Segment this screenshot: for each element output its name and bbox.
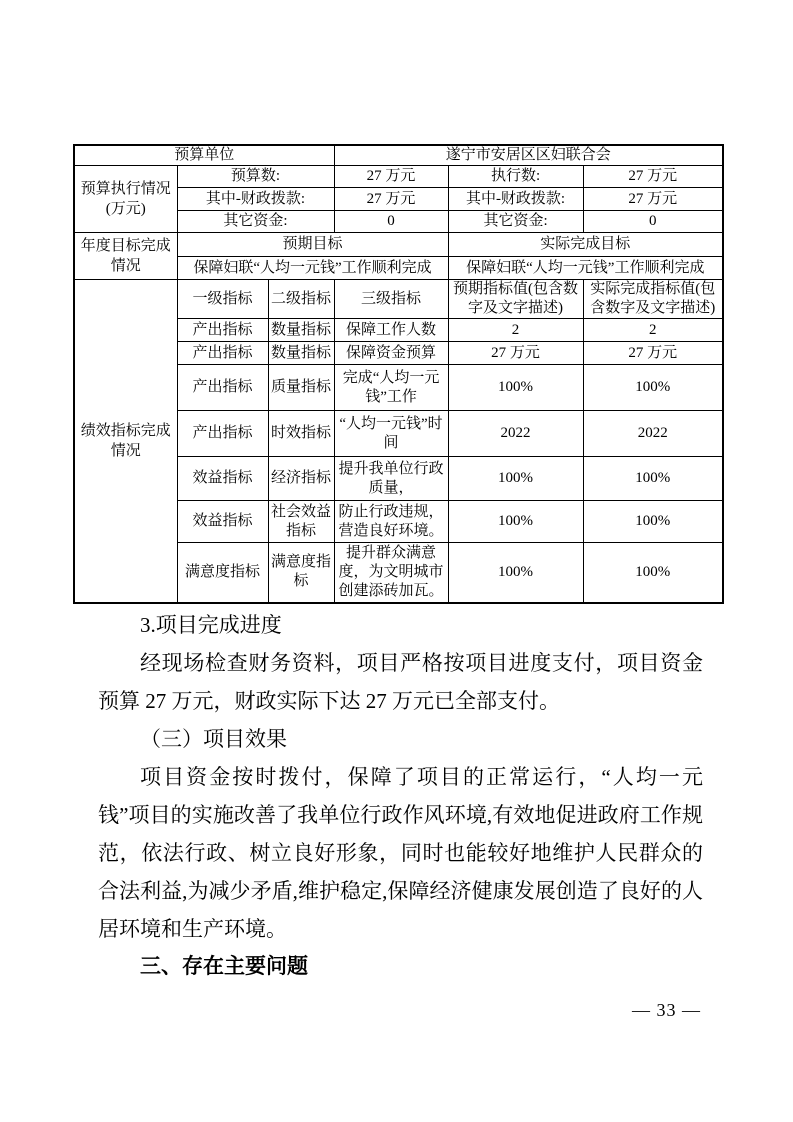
execution-value: 27 万元 bbox=[583, 188, 723, 211]
perf-cell: 时效指标 bbox=[268, 411, 334, 457]
execution-value: 0 bbox=[583, 211, 723, 233]
perf-cell: 产出指标 bbox=[177, 319, 268, 342]
perf-cell: 2022 bbox=[448, 411, 583, 457]
execution-label: 其它资金: bbox=[177, 211, 334, 233]
expected-goal-value: 保障妇联“人均一元钱”工作顺利完成 bbox=[177, 257, 448, 280]
actual-goal-value: 保障妇联“人均一元钱”工作顺利完成 bbox=[448, 257, 723, 280]
perf-cell: 提升我单位行政质量， bbox=[334, 457, 448, 501]
page-number: — 33 — bbox=[632, 1000, 701, 1020]
perf-cell: “人均一元钱”时间 bbox=[334, 411, 448, 457]
perf-cell: 满意度指标 bbox=[177, 543, 268, 603]
execution-value: 27 万元 bbox=[583, 166, 723, 188]
perf-cell: 提升群众满意度，为文明城市创建添砖加瓦。 bbox=[334, 543, 448, 603]
heading-main-problems: 三、存在主要问题 bbox=[140, 955, 308, 978]
execution-label: 预算数: bbox=[177, 166, 334, 188]
perf-cell: 产出指标 bbox=[177, 365, 268, 411]
perf-column-header: 预期指标值(包含数字及文字描述) bbox=[448, 280, 583, 319]
budget-unit-value: 遂宁市安居区区妇联合会 bbox=[334, 145, 723, 166]
body-text bbox=[98, 606, 703, 986]
perf-column-header: 一级指标 bbox=[177, 280, 268, 319]
execution-label: 其它资金: bbox=[448, 211, 583, 233]
execution-label: 其中-财政拨款: bbox=[177, 188, 334, 211]
perf-column-header: 二级指标 bbox=[268, 280, 334, 319]
perf-cell: 100% bbox=[448, 501, 583, 543]
execution-section-header: 预算执行情况(万元) bbox=[74, 166, 177, 233]
perf-cell: 完成“人均一元钱”工作 bbox=[334, 365, 448, 411]
execution-value: 27 万元 bbox=[334, 188, 448, 211]
perf-cell: 满意度指标 bbox=[268, 543, 334, 603]
table-row bbox=[74, 280, 723, 319]
table-row bbox=[74, 145, 723, 166]
perf-cell: 100% bbox=[448, 543, 583, 603]
perf-cell: 100% bbox=[448, 365, 583, 411]
perf-cell: 保障工作人数 bbox=[334, 319, 448, 342]
perf-cell: 效益指标 bbox=[177, 501, 268, 543]
execution-label: 执行数: bbox=[448, 166, 583, 188]
perf-cell: 100% bbox=[583, 501, 723, 543]
execution-label: 其中-财政拨款: bbox=[448, 188, 583, 211]
perf-cell: 27 万元 bbox=[583, 342, 723, 365]
execution-value: 27 万元 bbox=[334, 166, 448, 188]
perf-column-header: 三级指标 bbox=[334, 280, 448, 319]
perf-cell: 100% bbox=[583, 365, 723, 411]
paragraph-project-progress: 经现场检查财务资料，项目严格按项目进度支付，项目资金预算 27 万元，财政实际下达 27 万元已全部支付。 bbox=[98, 651, 703, 713]
perf-cell: 数量指标 bbox=[268, 342, 334, 365]
perf-cell: 保障资金预算 bbox=[334, 342, 448, 365]
performance-section-header: 绩效指标完成情况 bbox=[74, 280, 177, 603]
expected-goal-label: 预期目标 bbox=[177, 233, 448, 257]
perf-cell: 2 bbox=[448, 319, 583, 342]
perf-cell: 产出指标 bbox=[177, 342, 268, 365]
perf-cell: 产出指标 bbox=[177, 411, 268, 457]
perf-cell: 防止行政违规，营造良好环境。 bbox=[334, 501, 448, 543]
paragraph-project-effect: 项目资金按时拨付，保障了项目的正常运行，“人均一元钱”项目的实施改善了我单位行政作风环境,有效地促进政府工作规范，依法行政、树立良好形象，同时也能较好地维护人民群众的合法利益,为减少矛盾,维护稳定,保障经济健康发展创造了良好的人居环境和生产环境。 bbox=[98, 765, 703, 941]
table-row bbox=[74, 166, 723, 188]
perf-cell: 100% bbox=[583, 543, 723, 603]
table-row bbox=[74, 233, 723, 257]
perf-cell: 2 bbox=[583, 319, 723, 342]
budget-unit-label: 预算单位 bbox=[74, 145, 334, 166]
perf-cell: 社会效益指标 bbox=[268, 501, 334, 543]
perf-cell: 质量指标 bbox=[268, 365, 334, 411]
budget-performance-table bbox=[73, 144, 724, 604]
heading-project-progress: 3.项目完成进度 bbox=[140, 613, 282, 637]
annual-goal-section-header: 年度目标完成情况 bbox=[74, 233, 177, 280]
perf-cell: 2022 bbox=[583, 411, 723, 457]
execution-value: 0 bbox=[334, 211, 448, 233]
perf-column-header: 实际完成指标值(包含数字及文字描述) bbox=[583, 280, 723, 319]
heading-project-effect: （三）项目效果 bbox=[140, 727, 287, 751]
perf-cell: 效益指标 bbox=[177, 457, 268, 501]
perf-cell: 数量指标 bbox=[268, 319, 334, 342]
actual-goal-label: 实际完成目标 bbox=[448, 233, 723, 257]
perf-cell: 100% bbox=[583, 457, 723, 501]
perf-cell: 100% bbox=[448, 457, 583, 501]
perf-cell: 27 万元 bbox=[448, 342, 583, 365]
perf-cell: 经济指标 bbox=[268, 457, 334, 501]
